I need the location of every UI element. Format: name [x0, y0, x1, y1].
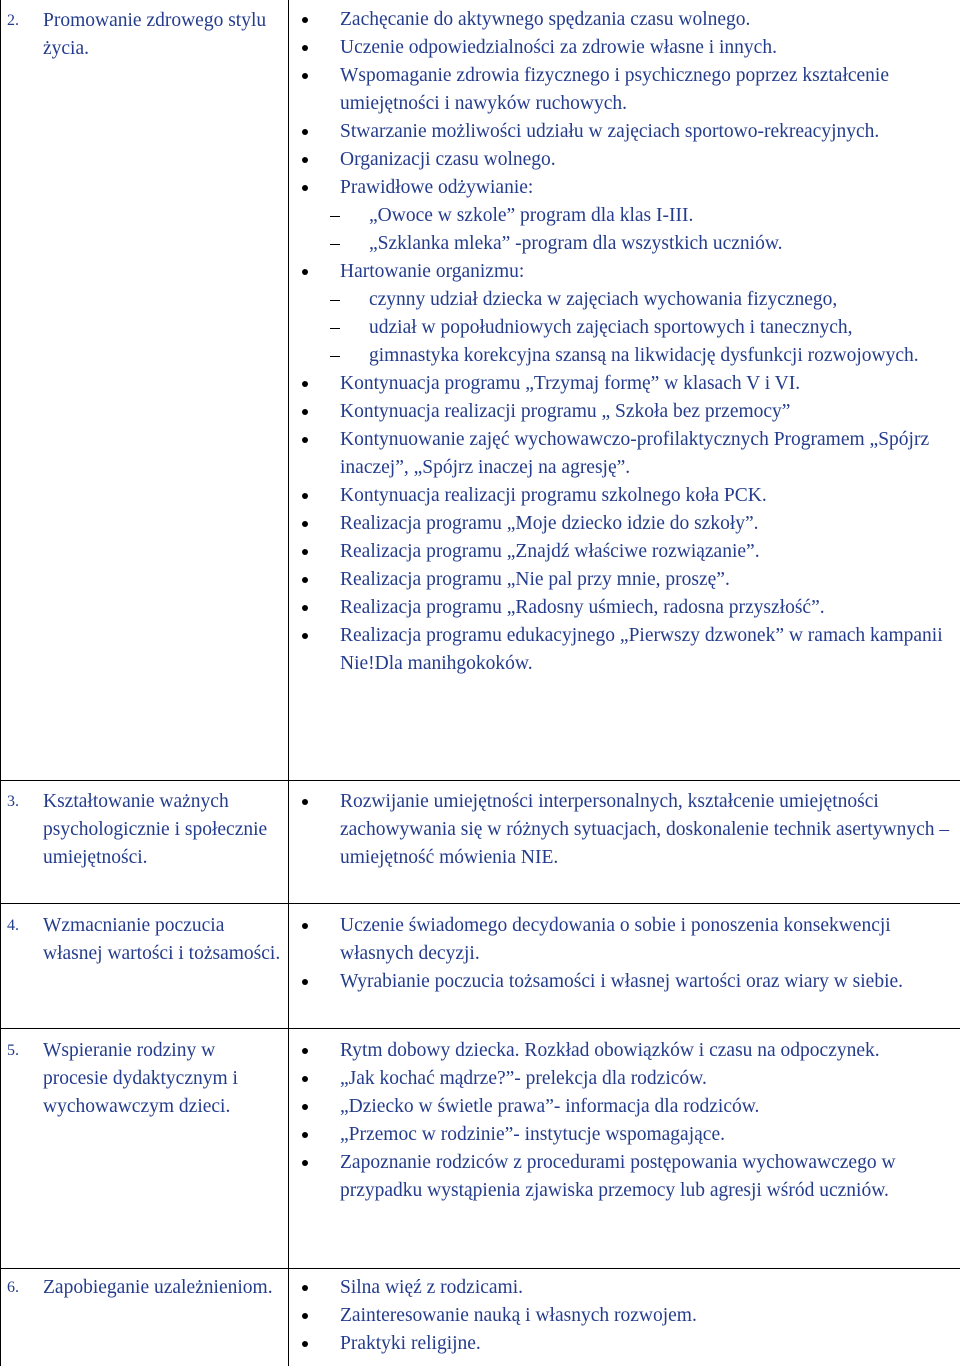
list-item: Zapoznanie rodziców z procedurami postępowania wychowawczego w przypadku wystąpienia zjawiska przemocy lub agresji wśród uczniów.	[298, 1149, 954, 1205]
topic-text: Promowanie zdrowego stylu życia.	[43, 10, 267, 59]
topic-text: Kształtowanie ważnych psychologicznie i społecznie umiejętności.	[43, 791, 268, 868]
topic-cell	[7, 1274, 282, 1302]
row-number: 4.	[7, 917, 19, 934]
list-item: „Przemoc w rodzinie”- instytucje wspomagające.	[298, 1121, 954, 1149]
row-number: 5.	[7, 1042, 19, 1059]
list-item: Kontynuacja realizacji programu szkolnego koła PCK.	[298, 482, 954, 510]
sub-list-item: czynny udział dziecka w zajęciach wychowania fizycznego,	[298, 286, 954, 314]
sub-list-item: „Owoce w szkole” program dla klas I-III.	[298, 202, 954, 230]
list-item: Uczenie świadomego decydowania o sobie i ponoszenia konsekwencji własnych decyzji.	[298, 912, 954, 968]
row-number: 6.	[7, 1279, 19, 1296]
row-divider	[0, 903, 960, 904]
list-item: Rozwijanie umiejętności interpersonalnych, kształcenie umiejętności zachowywania się w różnych sytuacjach, doskonalenie technik asertywnych – umiejętność mówienia NIE.	[298, 788, 954, 872]
list-item: Praktyki religijne.	[298, 1330, 954, 1358]
topic-text: Wspieranie rodziny w procesie dydaktycznym i wychowawczym dzieci.	[43, 1040, 238, 1117]
list-item: Zainteresowanie nauką i własnych rozwojem.	[298, 1302, 954, 1330]
row-number: 2.	[7, 12, 19, 29]
row-number: 3.	[7, 793, 19, 810]
topic-cell	[7, 7, 282, 63]
list-item: Realizacja programu „Znajdź właściwe rozwiązanie”.	[298, 538, 954, 566]
actions-cell	[298, 912, 954, 996]
list-item: Organizacji czasu wolnego.	[298, 146, 954, 174]
sub-list-item: gimnastyka korekcyjna szansą na likwidację dysfunkcji rozwojowych.	[298, 342, 954, 370]
topic-text: Zapobieganie uzależnieniom.	[43, 1277, 273, 1298]
actions-cell	[298, 6, 954, 678]
actions-cell	[298, 788, 954, 872]
actions-cell	[298, 1037, 954, 1205]
list-item: Wspomaganie zdrowia fizycznego i psychicznego poprzez kształcenie umiejętności i nawyków ruchowych.	[298, 62, 954, 118]
list-item: Kontynuacja programu „Trzymaj formę” w klasach V i VI.	[298, 370, 954, 398]
sub-list-item: udział w popołudniowych zajęciach sportowych i tanecznych,	[298, 314, 954, 342]
action-list	[298, 6, 954, 678]
list-item: Zachęcanie do aktywnego spędzania czasu wolnego.	[298, 6, 954, 34]
list-item: „Jak kochać mądrze?”- prelekcja dla rodziców.	[298, 1065, 954, 1093]
action-list	[298, 788, 954, 872]
list-item: Realizacja programu edukacyjnego „Pierwszy dzwonek” w ramach kampanii Nie!Dla manihgokoków.	[298, 622, 954, 678]
list-item: Kontynuacja realizacji programu „ Szkoła bez przemocy”	[298, 398, 954, 426]
list-item: Stwarzanie możliwości udziału w zajęciach sportowo-rekreacyjnych.	[298, 118, 954, 146]
row-divider	[0, 1028, 960, 1029]
action-list	[298, 1274, 954, 1358]
list-item: Rytm dobowy dziecka. Rozkład obowiązków i czasu na odpoczynek.	[298, 1037, 954, 1065]
column-divider	[288, 0, 289, 1366]
list-item: Kontynuowanie zajęć wychowawczo-profilaktycznych Programem „Spójrz inaczej”, „Spójrz inaczej na agresję”.	[298, 426, 954, 482]
list-item: Wyrabianie poczucia tożsamości i własnej wartości oraz wiary w siebie.	[298, 968, 954, 996]
list-item: Hartowanie organizmu:	[298, 258, 954, 286]
action-list	[298, 1037, 954, 1205]
action-list	[298, 912, 954, 996]
list-item: „Dziecko w świetle prawa”- informacja dla rodziców.	[298, 1093, 954, 1121]
list-item: Silna więź z rodzicami.	[298, 1274, 954, 1302]
topic-text: Wzmacnianie poczucia własnej wartości i tożsamości.	[43, 915, 281, 964]
sub-list-item: „Szklanka mleka” -program dla wszystkich uczniów.	[298, 230, 954, 258]
list-item: Realizacja programu „Radosny uśmiech, radosna przyszłość”.	[298, 594, 954, 622]
table-border-left	[0, 0, 1, 1366]
topic-cell	[7, 788, 282, 872]
topic-cell	[7, 1037, 282, 1121]
list-item: Realizacja programu „Nie pal przy mnie, proszę”.	[298, 566, 954, 594]
actions-cell	[298, 1274, 954, 1358]
row-divider	[0, 780, 960, 781]
row-divider	[0, 1268, 960, 1269]
topic-cell	[7, 912, 282, 968]
list-item: Uczenie odpowiedzialności za zdrowie własne i innych.	[298, 34, 954, 62]
list-item: Realizacja programu „Moje dziecko idzie do szkoły”.	[298, 510, 954, 538]
list-item: Prawidłowe odżywianie:	[298, 174, 954, 202]
